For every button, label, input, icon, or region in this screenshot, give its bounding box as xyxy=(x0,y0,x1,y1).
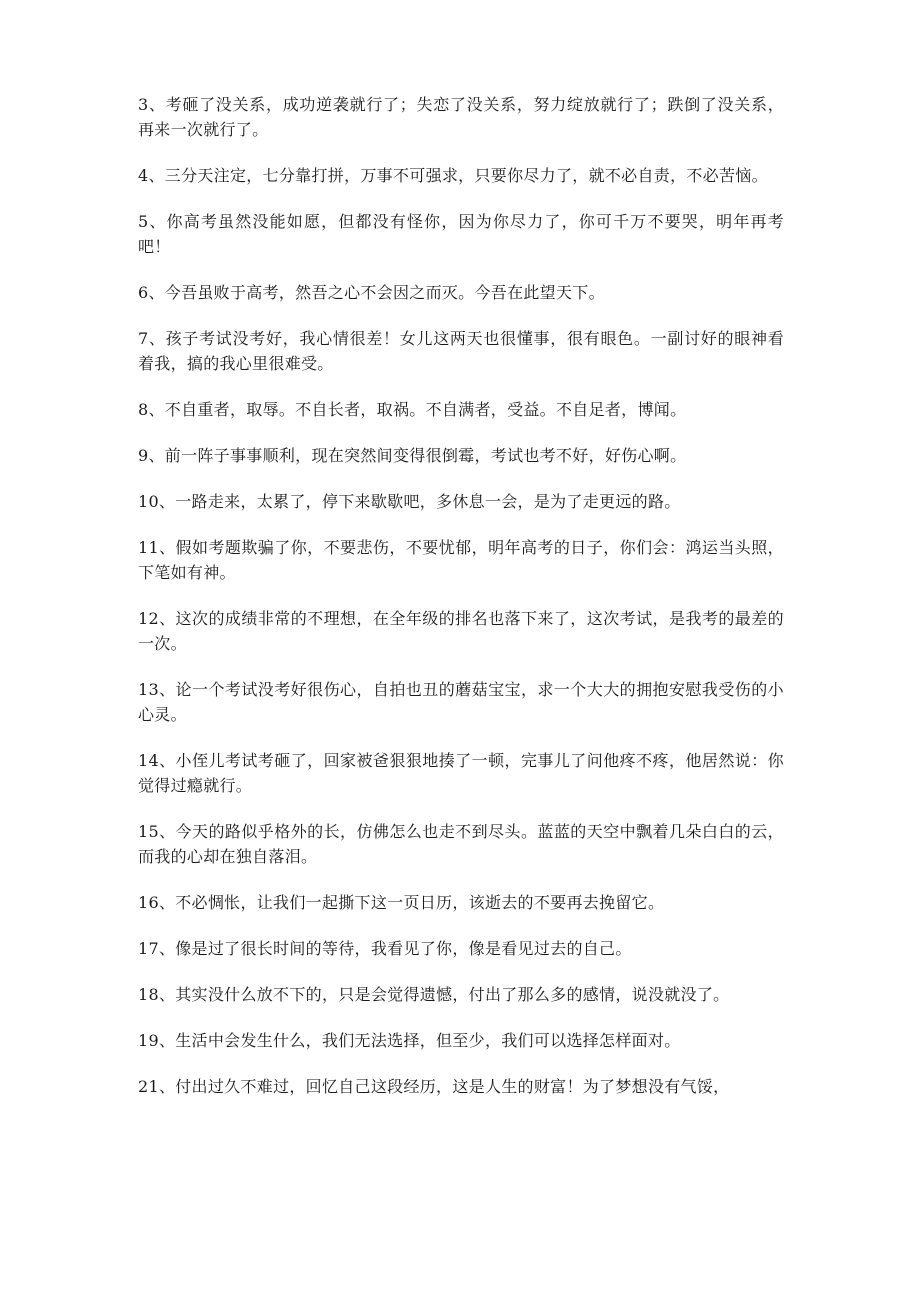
paragraph-5: 5、你高考虽然没能如愿，但都没有怪你，因为你尽力了，你可千万不要哭，明年再考吧！ xyxy=(138,212,784,256)
paragraph-17: 17、像是过了很长时间的等待，我看见了你，像是看见过去的自己。 xyxy=(138,939,632,958)
paragraph-9: 9、前一阵子事事顺利，现在突然间变得很倒霉，考试也考不好，好伤心啊。 xyxy=(138,446,687,465)
paragraph-14: 14、小侄儿考试考砸了，回家被爸狠狠地揍了一顿，完事儿了问他疼不疼，他居然说：你觉得过瘾就行。 xyxy=(138,751,784,795)
paragraph-11: 11、假如考题欺骗了你，不要悲伤，不要忧郁，明年高考的日子，你们会：鸿运当头照，下笔如有神。 xyxy=(138,538,784,582)
paragraph-4: 4、三分天注定，七分靠打拼，万事不可强求，只要你尽力了，就不必自责，不必苦恼。 xyxy=(138,166,768,185)
paragraph-12: 12、这次的成绩非常的不理想，在全年级的排名也落下来了，这次考试，是我考的最差的一次。 xyxy=(138,609,784,653)
paragraph-7: 7、孩子考试没考好，我心情很差！女儿这两天也很懂事，很有眼色。一副讨好的眼神看着我，搞的我心里很难受。 xyxy=(138,329,784,373)
paragraph-15: 15、今天的路似乎格外的长，仿佛怎么也走不到尽头。蓝蓝的天空中飘着几朵白白的云，而我的心却在独自落泪。 xyxy=(138,822,784,866)
paragraph-16: 16、不必惆怅，让我们一起撕下这一页日历，该逝去的不要再去挽留它。 xyxy=(138,893,665,912)
paragraph-3: 3、考砸了没关系，成功逆袭就行了；失恋了没关系，努力绽放就行了；跌倒了没关系，再来一次就行了。 xyxy=(138,95,784,139)
paragraph-13: 13、论一个考试没考好很伤心，自拍也丑的蘑菇宝宝，求一个大大的拥抱安慰我受伤的小心灵。 xyxy=(138,680,784,724)
paragraph-19: 19、生活中会发生什么，我们无法选择，但至少，我们可以选择怎样面对。 xyxy=(138,1031,681,1050)
document-body xyxy=(138,92,784,1120)
paragraph-18: 18、其实没什么放不下的，只是会觉得遗憾，付出了那么多的感情，说没就没了。 xyxy=(138,985,730,1004)
paragraph-21: 21、付出过久不难过，回忆自己这段经历，这是人生的财富！为了梦想没有气馁， xyxy=(138,1077,730,1096)
paragraph-6: 6、今吾虽败于高考，然吾之心不会因之而灭。今吾在此望天下。 xyxy=(138,283,605,302)
paragraph-8: 8、不自重者，取辱。不自长者，取祸。不自满者，受益。不自足者，博闻。 xyxy=(138,400,687,419)
paragraph-10: 10、一路走来，太累了，停下来歇歇吧，多休息一会，是为了走更远的路。 xyxy=(138,492,681,511)
